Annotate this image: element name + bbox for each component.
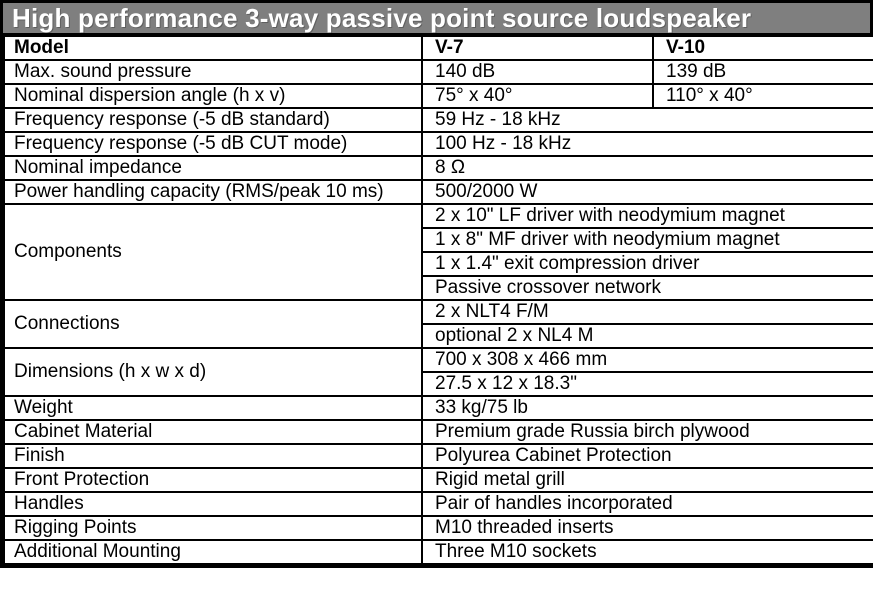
spec-label: Power handling capacity (RMS/peak 10 ms) (4, 180, 422, 204)
spec-value: 500/2000 W (422, 180, 873, 204)
spec-value-components-3: 1 x 1.4" exit compression driver (422, 252, 873, 276)
table-row-handles (4, 492, 873, 516)
spec-value: M10 threaded inserts (422, 516, 873, 540)
spec-label: Nominal impedance (4, 156, 422, 180)
spec-value: Three M10 sockets (422, 540, 873, 564)
spec-label: Connections (4, 300, 422, 348)
spec-value-v7: 75° x 40° (422, 84, 653, 108)
spec-label: Front Protection (4, 468, 422, 492)
spec-value: Rigid metal grill (422, 468, 873, 492)
column-header-model: Model (4, 36, 422, 60)
table-row-max-sound-pressure (4, 60, 873, 84)
table-row-dispersion-angle (4, 84, 873, 108)
column-header-v7: V-7 (422, 36, 653, 60)
spec-value: 8 Ω (422, 156, 873, 180)
table-row-connections (4, 300, 873, 324)
spec-label: Max. sound pressure (4, 60, 422, 84)
spec-label: Finish (4, 444, 422, 468)
spec-label: Additional Mounting (4, 540, 422, 564)
spec-value-dimensions-metric: 700 x 308 x 466 mm (422, 348, 873, 372)
spec-label: Cabinet Material (4, 420, 422, 444)
spec-value-v10: 139 dB (653, 60, 873, 84)
table-row-weight (4, 396, 873, 420)
spec-label: Rigging Points (4, 516, 422, 540)
table-row-front-protection (4, 468, 873, 492)
spec-label: Handles (4, 492, 422, 516)
spec-value-connections-2: optional 2 x NL4 M (422, 324, 873, 348)
spec-value-components-2: 1 x 8" MF driver with neodymium magnet (422, 228, 873, 252)
spec-label: Nominal dispersion angle (h x v) (4, 84, 422, 108)
spec-value-components-4: Passive crossover network (422, 276, 873, 300)
table-row-finish (4, 444, 873, 468)
spec-label: Frequency response (-5 dB standard) (4, 108, 422, 132)
table-header-row (4, 36, 873, 60)
table-row-rigging-points (4, 516, 873, 540)
spec-value: Premium grade Russia birch plywood (422, 420, 873, 444)
spec-label: Components (4, 204, 422, 300)
table-row-dimensions (4, 348, 873, 372)
table-row-nominal-impedance (4, 156, 873, 180)
spec-value-v7: 140 dB (422, 60, 653, 84)
spec-value: Pair of handles incorporated (422, 492, 873, 516)
table-row-frequency-response-cut (4, 132, 873, 156)
spec-label: Frequency response (-5 dB CUT mode) (4, 132, 422, 156)
spec-value: 33 kg/75 lb (422, 396, 873, 420)
table-row-components (4, 204, 873, 228)
spec-value: 59 Hz - 18 kHz (422, 108, 873, 132)
spec-label: Weight (4, 396, 422, 420)
table-row-frequency-response-standard (4, 108, 873, 132)
spec-value-v10: 110° x 40° (653, 84, 873, 108)
spec-value-components-1: 2 x 10" LF driver with neodymium magnet (422, 204, 873, 228)
spec-label: Dimensions (h x w x d) (4, 348, 422, 396)
column-header-v10: V-10 (653, 36, 873, 60)
spec-sheet-title: High performance 3-way passive point source loudspeaker (3, 3, 870, 35)
table-row-power-handling (4, 180, 873, 204)
spec-table (3, 35, 873, 565)
table-row-additional-mounting (4, 540, 873, 564)
spec-value: 100 Hz - 18 kHz (422, 132, 873, 156)
table-row-cabinet-material (4, 420, 873, 444)
spec-value-connections-1: 2 x NLT4 F/M (422, 300, 873, 324)
spec-value: Polyurea Cabinet Protection (422, 444, 873, 468)
spec-value-dimensions-imperial: 27.5 x 12 x 18.3" (422, 372, 873, 396)
